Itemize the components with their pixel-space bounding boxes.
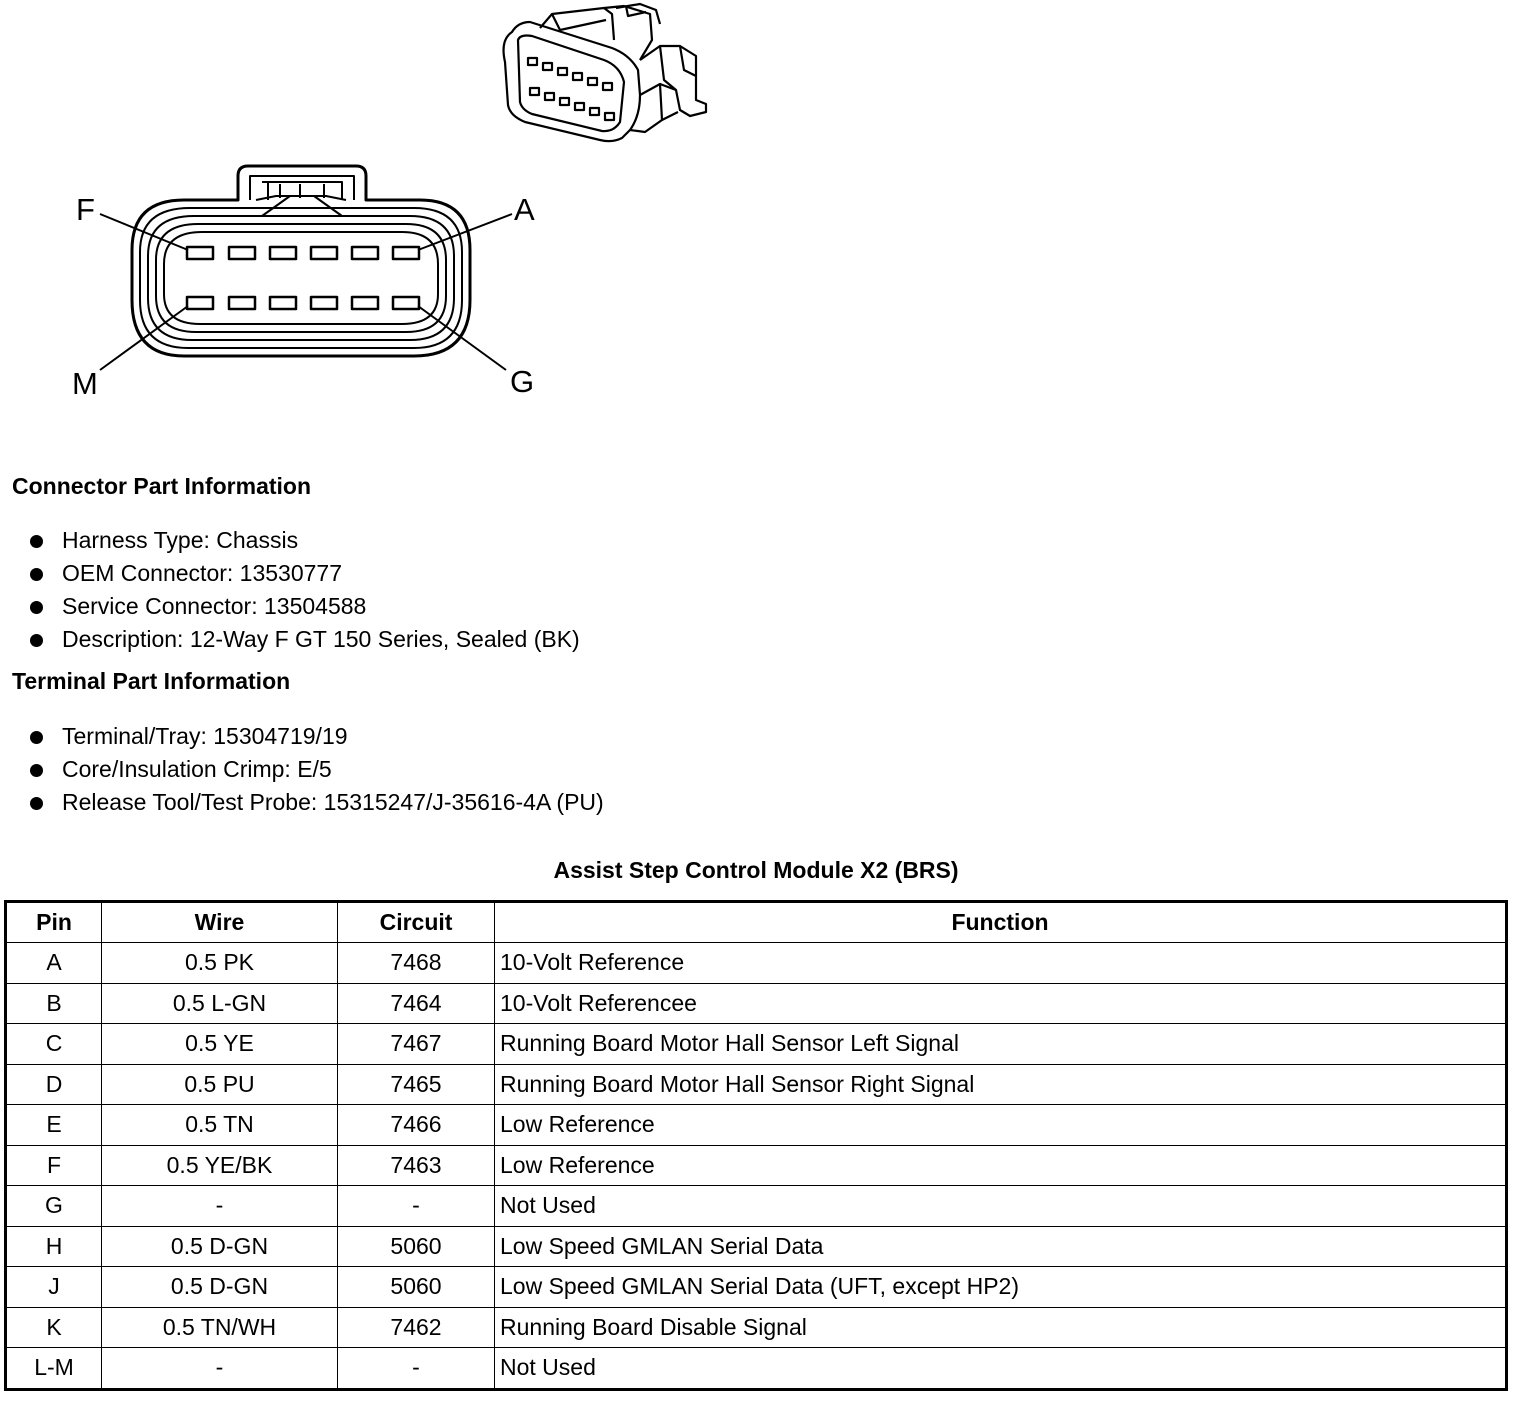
table-row [6, 983, 1507, 1024]
list-item [28, 720, 604, 753]
bullet-icon [30, 568, 43, 581]
list-item [28, 590, 580, 623]
list-item [28, 557, 580, 590]
cell-pin: K [6, 1307, 102, 1348]
cell-wire: - [102, 1186, 338, 1227]
cell-function: Low Speed GMLAN Serial Data [495, 1226, 1507, 1267]
table-row [6, 1226, 1507, 1267]
cell-wire: 0.5 TN [102, 1105, 338, 1146]
pinout-table-title: Assist Step Control Module X2 (BRS) [553, 857, 959, 883]
cell-pin: E [6, 1105, 102, 1146]
table-row [6, 943, 1507, 984]
cell-pin: J [6, 1267, 102, 1308]
table-row [6, 1145, 1507, 1186]
pin-label-m: M [72, 366, 98, 401]
cell-pin: A [6, 943, 102, 984]
pin-label-g: G [510, 364, 535, 399]
cell-pin: G [6, 1186, 102, 1227]
pinout-table [4, 900, 1508, 1391]
cell-pin: C [6, 1024, 102, 1065]
list-item [28, 753, 604, 786]
list-item-text: Harness Type: Chassis [62, 527, 299, 553]
cell-wire: 0.5 D-GN [102, 1267, 338, 1308]
pin-label-a: A [514, 192, 535, 227]
cell-wire: 0.5 TN/WH [102, 1307, 338, 1348]
cell-function: Not Used [495, 1186, 1507, 1227]
table-row [6, 1186, 1507, 1227]
cell-wire: - [102, 1348, 338, 1390]
table-row [6, 1348, 1507, 1390]
bullet-icon [30, 764, 43, 777]
cell-function: 10-Volt Referencee [495, 983, 1507, 1024]
table-row [6, 1267, 1507, 1308]
table-row [6, 1024, 1507, 1065]
bullet-icon [30, 731, 43, 744]
column-header-pin: Pin [6, 902, 102, 943]
cell-pin: F [6, 1145, 102, 1186]
table-row [6, 1064, 1507, 1105]
table-row [6, 1105, 1507, 1146]
table-row [6, 1307, 1507, 1348]
cell-function: 10-Volt Reference [495, 943, 1507, 984]
list-item [28, 786, 604, 819]
cell-pin: D [6, 1064, 102, 1105]
table-header-row [6, 902, 1507, 943]
cell-pin: B [6, 983, 102, 1024]
cell-function: Running Board Motor Hall Sensor Left Signal [495, 1024, 1507, 1065]
terminal-part-info-list [28, 720, 604, 819]
list-item [28, 623, 580, 656]
bullet-icon [30, 797, 43, 810]
cell-circuit: 7468 [338, 943, 495, 984]
cell-circuit: 7463 [338, 1145, 495, 1186]
cell-circuit: 5060 [338, 1226, 495, 1267]
cell-circuit: 5060 [338, 1267, 495, 1308]
connector-part-info-heading: Connector Part Information [12, 473, 312, 499]
list-item-text: Release Tool/Test Probe: 15315247/J-35616-4A (PU) [62, 789, 604, 815]
cell-pin: L-M [6, 1348, 102, 1390]
list-item-text: Core/Insulation Crimp: E/5 [62, 756, 332, 782]
terminal-part-info-heading: Terminal Part Information [12, 668, 291, 694]
cell-function: Low Reference [495, 1105, 1507, 1146]
bullet-icon [30, 601, 43, 614]
cell-wire: 0.5 PK [102, 943, 338, 984]
cell-wire: 0.5 PU [102, 1064, 338, 1105]
list-item [28, 524, 580, 557]
cell-wire: 0.5 D-GN [102, 1226, 338, 1267]
cell-circuit: - [338, 1186, 495, 1227]
cell-function: Low Speed GMLAN Serial Data (UFT, except HP2) [495, 1267, 1507, 1308]
connector-face-view [0, 0, 760, 420]
list-item-text: Terminal/Tray: 15304719/19 [62, 723, 348, 749]
column-header-function: Function [495, 902, 1507, 943]
cell-circuit: 7464 [338, 983, 495, 1024]
list-item-text: Service Connector: 13504588 [62, 593, 367, 619]
cell-circuit: 7467 [338, 1024, 495, 1065]
cell-circuit: - [338, 1348, 495, 1390]
cell-circuit: 7466 [338, 1105, 495, 1146]
cell-circuit: 7465 [338, 1064, 495, 1105]
cell-wire: 0.5 L-GN [102, 983, 338, 1024]
cell-circuit: 7462 [338, 1307, 495, 1348]
connector-diagram [0, 0, 760, 420]
list-item-text: Description: 12-Way F GT 150 Series, Sealed (BK) [62, 626, 580, 652]
column-header-wire: Wire [102, 902, 338, 943]
bullet-icon [30, 535, 43, 548]
pin-label-f: F [76, 192, 95, 227]
connector-part-info-list [28, 524, 580, 656]
cell-wire: 0.5 YE/BK [102, 1145, 338, 1186]
column-header-circuit: Circuit [338, 902, 495, 943]
cell-function: Low Reference [495, 1145, 1507, 1186]
cell-function: Running Board Motor Hall Sensor Right Signal [495, 1064, 1507, 1105]
cell-pin: H [6, 1226, 102, 1267]
cell-function: Not Used [495, 1348, 1507, 1390]
cell-wire: 0.5 YE [102, 1024, 338, 1065]
cell-function: Running Board Disable Signal [495, 1307, 1507, 1348]
list-item-text: OEM Connector: 13530777 [62, 560, 343, 586]
bullet-icon [30, 634, 43, 647]
